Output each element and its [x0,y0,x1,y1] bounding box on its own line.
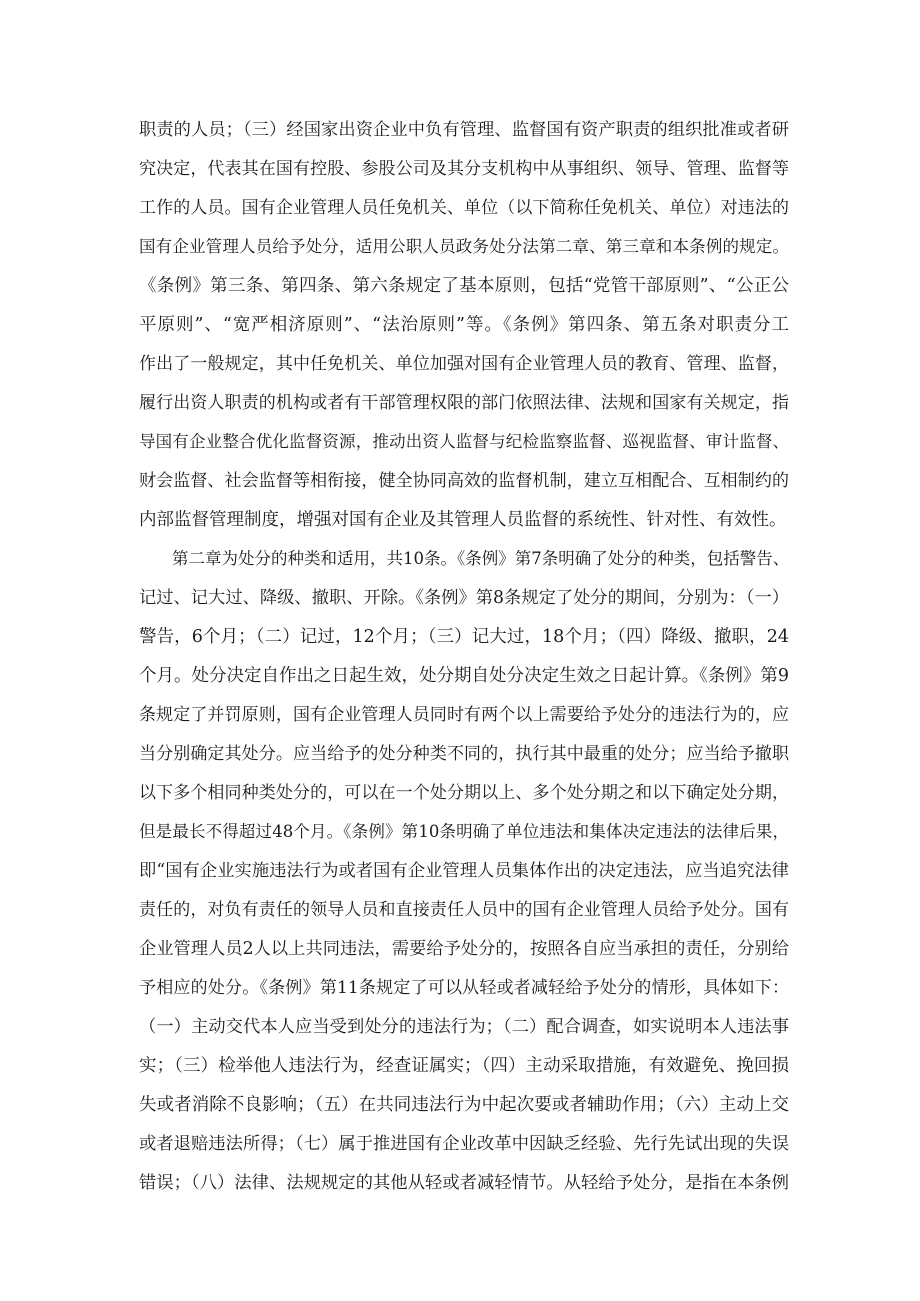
text-line: 即“国有企业实施违法行为或者国有企业管理人员集体作出的决定违法，应当追究法律 [139,861,789,881]
text-line: 财会监督、社会监督等相衔接，健全协同高效的监督机制，建立互相配合、互相制约的 [139,471,789,491]
text-line: 条规定了并罚原则，国有企业管理人员同时有两个以上需要给予处分的违法行为的，应 [139,705,789,725]
text-line: 企业管理人员2人以上共同违法，需要给予处分的，按照各自应当承担的责任，分别给 [139,939,789,959]
text-line: 错误；（八）法律、法规规定的其他从轻或者减轻情节。从轻给予处分，是指在本条例 [139,1173,789,1193]
text-line: 职责的人员；（三）经国家出资企业中负有管理、监督国有资产职责的组织批准或者研 [139,120,789,140]
text-line: 国有企业管理人员给予处分，适用公职人员政务处分法第二章、第三章和本条例的规定。 [139,237,789,256]
text-line: 究决定，代表其在国有控股、参股公司及其分支机构中从事组织、领导、管理、监督等 [139,159,789,179]
text-line: 平原则”、“宽严相济原则”、“法治原则”等。《条例》第四条、第五条对职责分工 [139,315,789,335]
text-line: 工作的人员。国有企业管理人员任免机关、单位（以下简称任免机关、单位）对违法的 [139,198,789,218]
text-line: 导国有企业整合优化监督资源，推动出资人监督与纪检监察监督、巡视监督、审计监督、 [139,432,789,451]
text-line: 个月。处分决定自作出之日起生效，处分期自处分决定生效之日起计算。《条例》第9 [139,666,789,686]
text-line: 记过、记大过、降级、撤职、开除。《条例》第8条规定了处分的期间，分别为：（一） [139,588,789,608]
text-line: 实；（三）检举他人违法行为，经查证属实；（四）主动采取措施，有效避免、挽回损 [139,1056,789,1076]
text-line: 《条例》第三条、第四条、第六条规定了基本原则，包括“党管干部原则”、“公正公 [139,276,789,296]
paragraph-start-line: 第二章为处分的种类和适用，共10条。《条例》第7条明确了处分的种类，包括警告、 [139,549,790,568]
text-line: 但是最长不得超过48个月。《条例》第10条明确了单位违法和集体决定违法的法律后果， [139,822,789,841]
text-line: （一）主动交代本人应当受到处分的违法行为；（二）配合调查，如实说明本人违法事 [139,1017,789,1037]
text-line: 履行出资人职责的机构或者有干部管理权限的部门依照法律、法规和国家有关规定，指 [139,393,789,413]
text-line: 责任的，对负有责任的领导人员和直接责任人员中的国有企业管理人员给予处分。国有 [139,900,789,920]
text-line: 失或者消除不良影响；（五）在共同违法行为中起次要或者辅助作用；（六）主动上交 [139,1095,789,1115]
text-line: 当分别确定其处分。应当给予的处分种类不同的，执行其中最重的处分；应当给予撤职 [139,744,789,764]
text-line: 予相应的处分。《条例》第11条规定了可以从轻或者减轻给予处分的情形，具体如下： [139,978,789,998]
text-line: 警告，6个月；（二）记过，12个月；（三）记大过，18个月；（四）降级、撤职，24 [139,627,789,647]
text-line: 作出了一般规定，其中任免机关、单位加强对国有企业管理人员的教育、管理、监督， [139,354,789,374]
text-line: 以下多个相同种类处分的，可以在一个处分期以上、多个处分期之和以下确定处分期， [139,783,789,803]
text-line: 内部监督管理制度，增强对国有企业及其管理人员监督的系统性、针对性、有效性。 [139,510,787,530]
text-line: 或者退赔违法所得；（七）属于推进国有企业改革中因缺乏经验、先行先试出现的失误 [139,1134,789,1154]
